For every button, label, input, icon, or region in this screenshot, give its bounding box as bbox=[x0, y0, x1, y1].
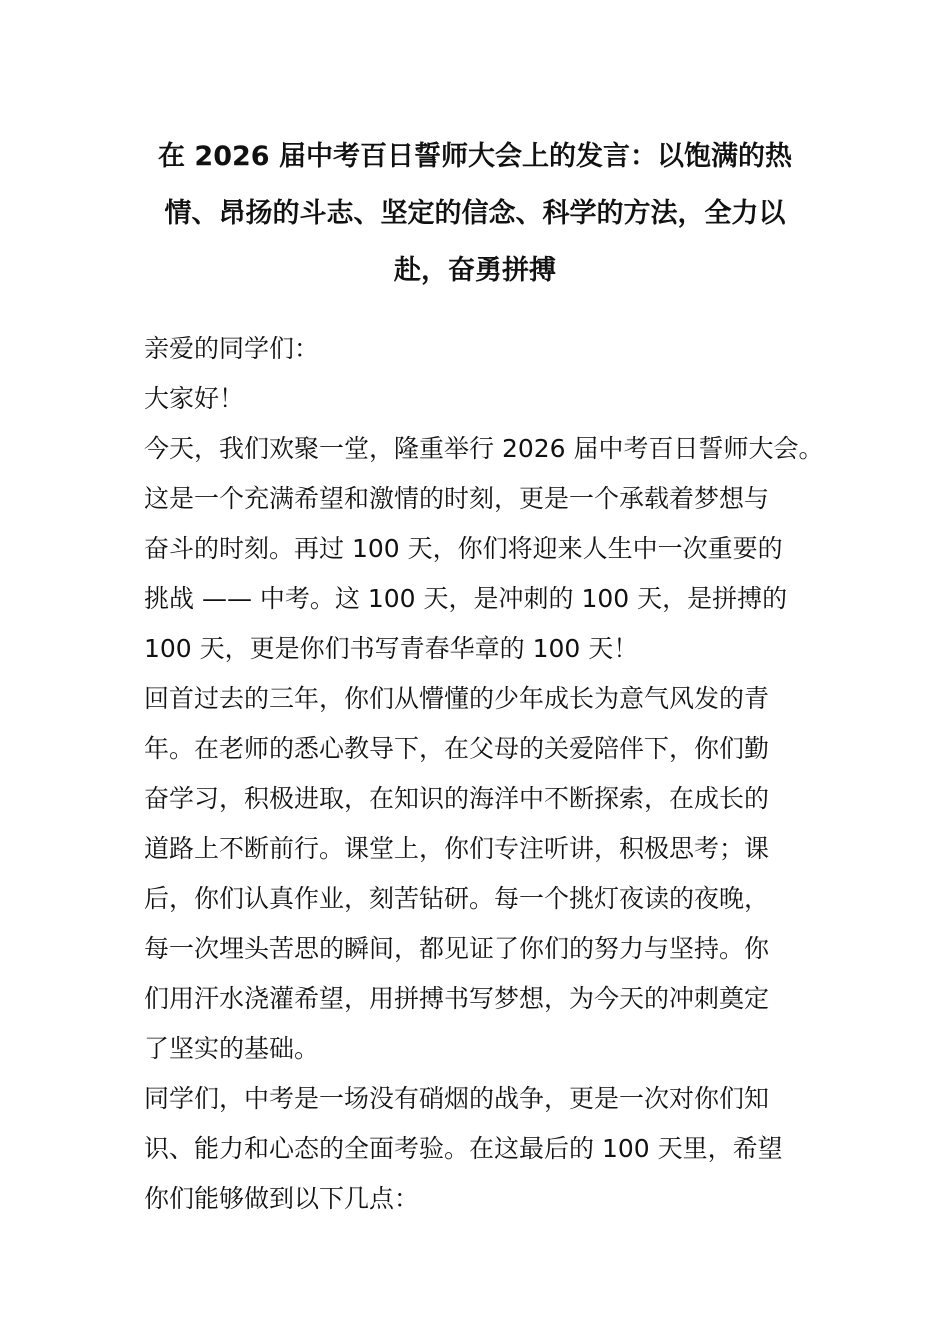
body-line: 回首过去的三年，你们从懵懂的少年成长为意气风发的青 bbox=[144, 684, 770, 713]
body-line: 年。在老师的悉心教导下，在父母的关爱陪伴下，你们勤 bbox=[144, 734, 770, 763]
body-line: 100 天，更是你们书写青春华章的 100 天！ bbox=[144, 634, 639, 663]
title-line: 在 2026 届中考百日誓师大会上的发言：以饱满的热 bbox=[158, 141, 792, 172]
greeting: 大家好！ bbox=[144, 384, 245, 413]
document-title bbox=[140, 128, 810, 299]
body-line: 挑战 —— 中考。这 100 天，是冲刺的 100 天，是拼搏的 bbox=[144, 584, 788, 613]
body-line: 奋斗的时刻。再过 100 天，你们将迎来人生中一次重要的 bbox=[144, 534, 783, 563]
body-line: 你们能够做到以下几点： bbox=[144, 1184, 420, 1213]
body-line: 这是一个充满希望和激情的时刻，更是一个承载着梦想与 bbox=[144, 484, 770, 513]
title-line: 情、昂扬的斗志、坚定的信念、科学的方法，全力以 bbox=[164, 198, 786, 229]
title-line: 赴，奋勇拼搏 bbox=[394, 255, 556, 286]
body-line: 每一次埋头苦思的瞬间，都见证了你们的努力与坚持。你 bbox=[144, 934, 770, 963]
body-line: 奋学习，积极进取，在知识的海洋中不断探索，在成长的 bbox=[144, 784, 770, 813]
body-line: 后，你们认真作业，刻苦钻研。每一个挑灯夜读的夜晚， bbox=[144, 884, 770, 913]
document-body bbox=[144, 324, 824, 1224]
body-line: 们用汗水浇灌希望，用拼搏书写梦想，为今天的冲刺奠定 bbox=[144, 984, 770, 1013]
body-line: 了坚实的基础。 bbox=[144, 1034, 320, 1063]
salutation: 亲爱的同学们： bbox=[144, 334, 320, 363]
body-line: 识、能力和心态的全面考验。在这最后的 100 天里，希望 bbox=[144, 1134, 783, 1163]
body-line: 同学们，中考是一场没有硝烟的战争，更是一次对你们知 bbox=[144, 1084, 770, 1113]
body-line: 今天，我们欢聚一堂，隆重举行 2026 届中考百日誓师大会。 bbox=[144, 434, 824, 463]
body-line: 道路上不断前行。课堂上，你们专注听讲，积极思考；课 bbox=[144, 834, 770, 863]
